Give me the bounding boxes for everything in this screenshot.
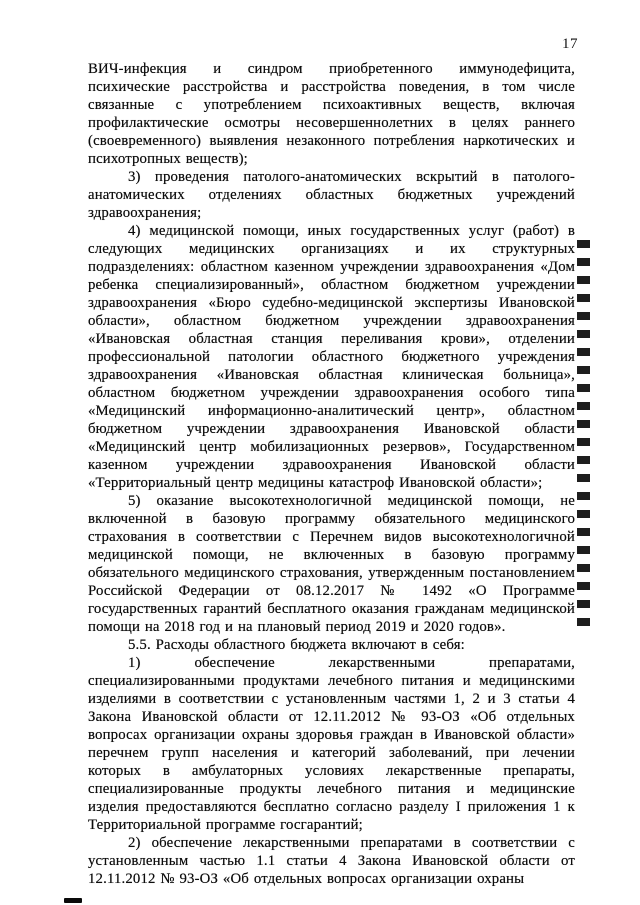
- document-body: [88, 60, 575, 888]
- paragraph-item-4: 4) медицинской помощи, иных государственных услуг (работ) в следующих медицинских организациях и их структурных подразделениях: областном казенном учреждении здравоохранения «Дом ребенка специализированный», областном бюджетном учреждении здравоохранения «Бюро судебно-медицинской экспертизы Ивановской области», областном бюджетном учреждении здравоохранения «Ивановская областная станция переливания крови», отделении профессиональной патологии областного бюджетного учреждения здравоохранения «Ивановская областная клиническая больница», областном бюджетном учреждении здравоохранения особого типа «Медицинский информационно-аналитический центр», областном бюджетном учреждении здравоохранения Ивановской области «Медицинский центр мобилизационных резервов», Государственном казенном учреждении здравоохранения Ивановской области «Территориальный центр медицины катастроф Ивановской области»;: [88, 223, 575, 491]
- paragraph-continuation: ВИЧ-инфекция и синдром приобретенного иммунодефицита, психические расстройства и расстройства поведения, в том числе связанные с употреблением психоактивных веществ, включая профилактические осмотры несовершеннолетних в целях раннего (своевременного) выявления незаконного потребления наркотических и психотропных веществ);: [88, 61, 575, 167]
- paragraph-item-1: 1) обеспечение лекарственными препаратами, специализированными продуктами лечебного питания и медицинскими изделиями в соответствии с установленным частями 1, 2 и 3 статьи 4 Закона Ивановской области от 12.11.2012 № 93-ОЗ «Об отдельных вопросах организации охраны здоровья граждан в Ивановской области» перечнем групп населения и категорий заболеваний, при лечении которых в амбулаторных условиях лекарственные препараты, специализированные продукты лечебного питания и медицинские изделия предоставляются бесплатно согласно разделу I приложения 1 к Территориальной программе госгарантий;: [88, 655, 575, 833]
- paragraph-item-3: 3) проведения патолого-анатомических вскрытий в патолого-анатомических отделениях областных бюджетных учреждений здравоохранения;: [88, 169, 575, 221]
- scan-artifact-right-margin-marks: [577, 240, 590, 636]
- paragraph-item-5: 5) оказание высокотехнологичной медицинской помощи, не включенной в базовую программу обязательного медицинского страхования в соответствии с Перечнем видов высокотехнологичной медицинской помощи, не включенных в базовую программу обязательного медицинского страхования, утвержденным постановлением Российской Федерации от 08.12.2017 № 1492 «О Программе государственных гарантий бесплатного оказания гражданам медицинской помощи на 2018 год и на плановый период 2019 и 2020 годов».: [88, 493, 575, 635]
- paragraph-item-2: 2) обеспечение лекарственными препаратами в соответствии с установленным частью 1.1 статьи 4 Закона Ивановской области от 12.11.2012 № 93-ОЗ «Об отдельных вопросах организации охраны: [88, 835, 575, 887]
- scan-artifact-bottom-mark: [64, 898, 82, 903]
- page-number: 17: [562, 36, 578, 52]
- paragraph-section-5-5: 5.5. Расходы областного бюджета включают в себя:: [128, 637, 465, 653]
